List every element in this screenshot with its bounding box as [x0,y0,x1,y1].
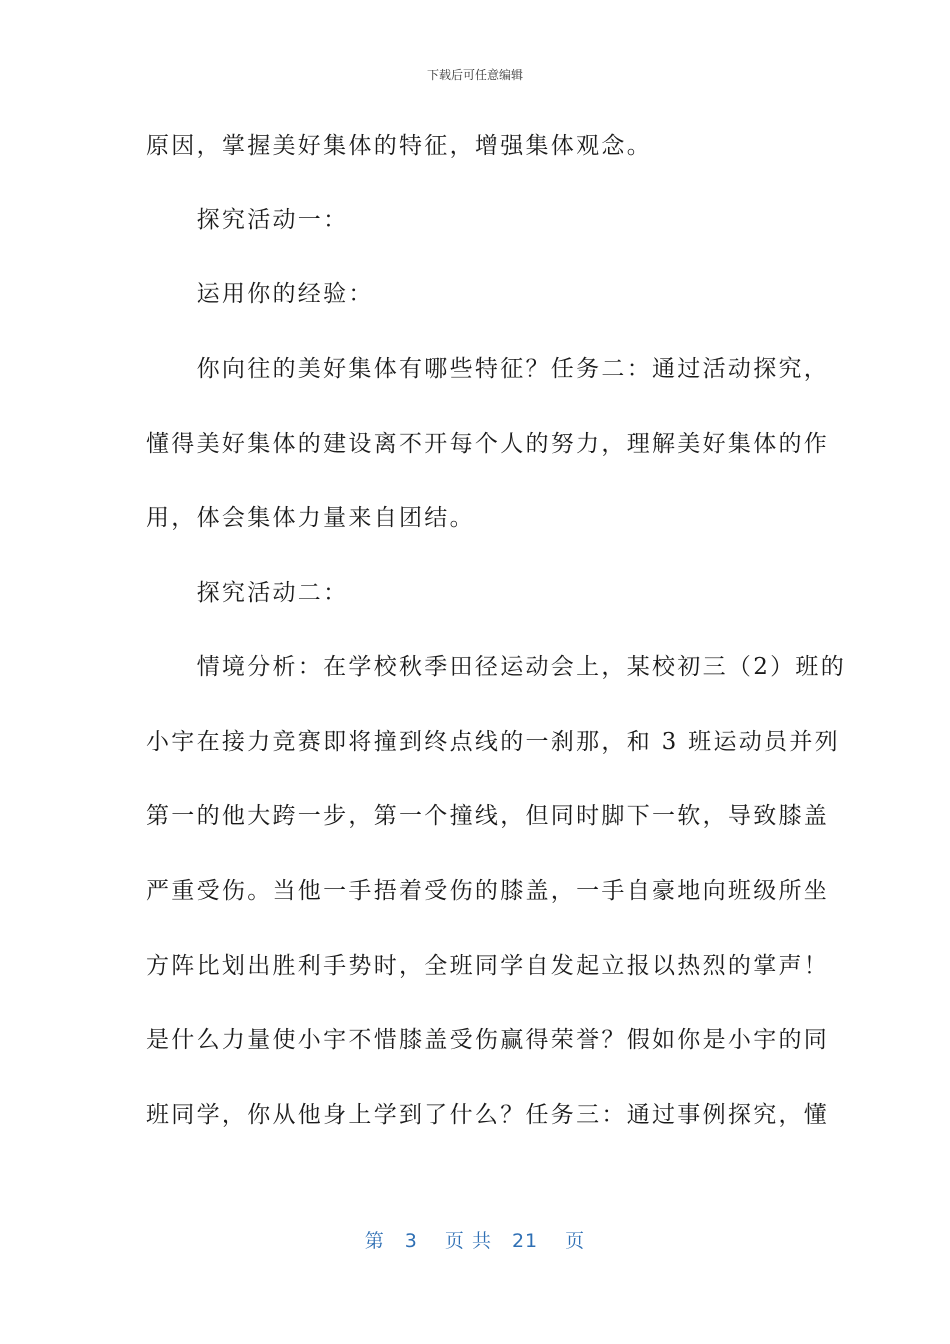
body-line: 原因，掌握美好集体的特征，增强集体观念。 [146,133,652,159]
body-line: 是什么力量使小宇不惜膝盖受伤赢得荣誉？假如你是小宇的同 [146,1027,830,1053]
body-line: 用，体会集体力量来自团结。 [146,505,475,531]
body-line: 班同学，你从他身上学到了什么？任务三：通过事例探究，懂 [146,1102,830,1128]
body-line: 方阵比划出胜利手势时，全班同学自发起立报以热烈的掌声！ [146,953,830,979]
body-line: 严重受伤。当他一手捂着受伤的膝盖，一手自豪地向班级所坐 [146,878,830,904]
page-number-footer: 第 3 页 共 21 页 [364,1230,586,1252]
body-line: 你向往的美好集体有哪些特征？任务二：通过活动探究， [146,356,830,382]
body-line: 懂得美好集体的建设离不开每个人的努力，理解美好集体的作 [146,431,830,457]
body-line: 探究活动二： [146,580,349,606]
body-line: 小宇在接力竞赛即将撞到终点线的一刹那，和 3 班运动员并列 [146,729,840,755]
page-header-note: 下载后可任意编辑 [426,68,523,82]
body-line: 第一的他大跨一步，第一个撞线，但同时脚下一软，导致膝盖 [146,803,830,829]
body-line: 运用你的经验： [146,281,374,307]
body-line: 情境分析：在学校秋季田径运动会上，某校初三（2）班的 [146,654,847,680]
body-line: 探究活动一： [146,207,349,233]
